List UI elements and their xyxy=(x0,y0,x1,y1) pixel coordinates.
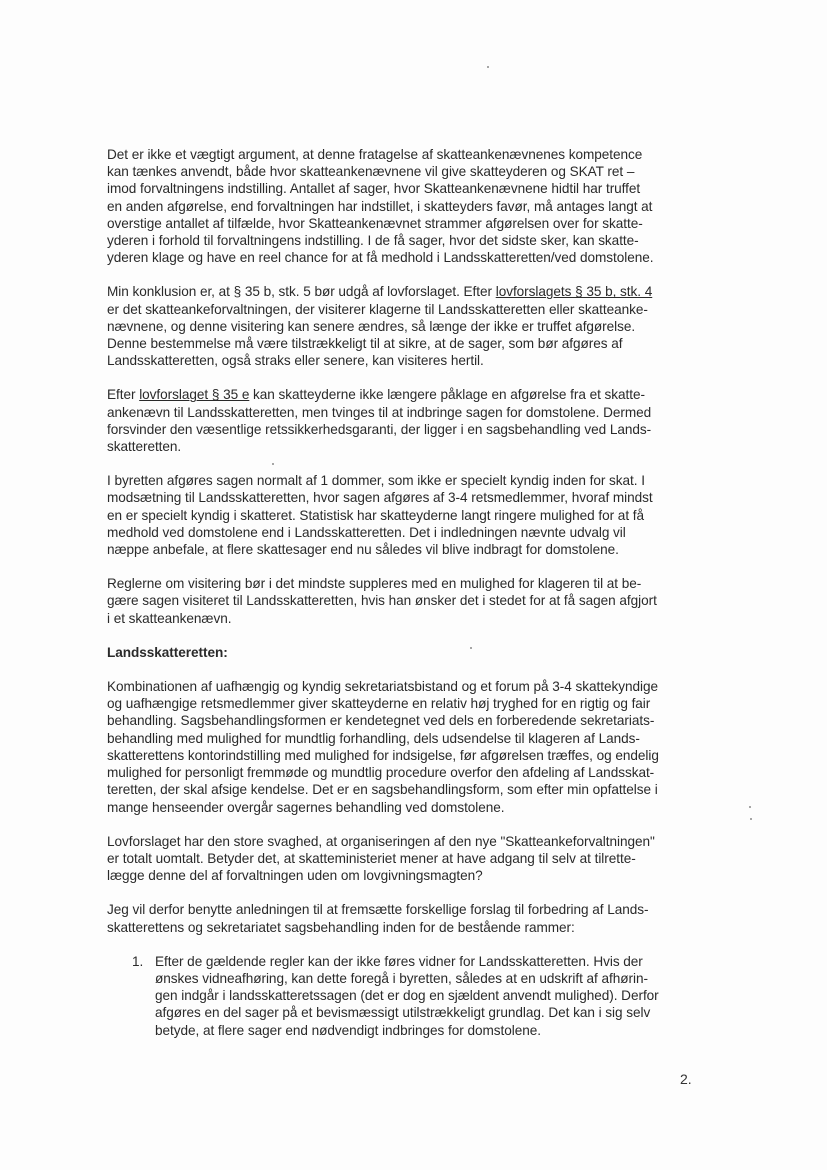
text-line xyxy=(107,386,703,403)
text-segment: kan skatteyderne ikke længere påklage en afgørelse fra et skatte- xyxy=(249,387,645,403)
page-number: 2. xyxy=(680,1071,692,1087)
text-line: nævnene, og denne visitering kan senere ændres, så længe der ikke er truffet afgørelse. xyxy=(107,318,636,334)
text-line: Jeg vil derfor benytte anledningen til at fremsætte forskellige forslag til forbedring af Lands- xyxy=(107,902,649,918)
text-line: afgøres en del sager på et bevismæssigt utilstrækkeligt grundlag. Det kan i sig selv xyxy=(155,1005,651,1021)
paragraph-argument xyxy=(107,146,703,266)
law-reference-link: lovforslagets § 35 b, stk. 4 xyxy=(495,284,653,300)
text-line: ønskes vidneafhøring, kan dette foregå i byretten, således at en udskrift af afhørin- xyxy=(155,970,648,986)
scan-speck xyxy=(749,806,751,808)
paragraph-byretten xyxy=(107,472,703,558)
scan-speck xyxy=(487,66,489,68)
paragraph-forslag xyxy=(107,901,703,935)
text-line: en er specielt kyndig i skatteret. Statistisk har skatteyderne langt ringere mulighed for at få xyxy=(107,507,645,523)
text-line: Landsskatteretten, også straks eller senere, kan visiteres hertil. xyxy=(107,353,484,369)
text-line: forsvinder den væsentlige retssikkerhedsgaranti, der ligger i en sagsbehandling ved Lands- xyxy=(107,421,652,437)
text-line: Det er ikke et vægtigt argument, at denne fratagelse af skatteankenævnenes kompetence xyxy=(107,147,643,162)
text-line: kan tænkes anvendt, både hvor skatteankenævnene vil give skatteyderen og SKAT ret – xyxy=(107,164,635,180)
list-item xyxy=(107,953,703,1039)
text-line: imod forvaltningens indstilling. Antallet af sager, hvor Skatteankenævnene hidtil har truffet xyxy=(107,181,641,197)
scan-speck xyxy=(470,647,472,649)
list-number: 1. xyxy=(132,953,144,969)
text-line: og uafhængige retsmedlemmer giver skatteyderne en relativ høj tryghed for en rigtig og fair xyxy=(107,696,651,712)
law-reference-link: lovforslaget § 35 e xyxy=(139,387,250,403)
paragraph-appeal xyxy=(107,386,703,455)
text-line: lægge denne del af forvaltningen uden om lovgivningsmagten? xyxy=(107,868,483,884)
text-line: gære sagen visiteret til Landsskatteretten, hvis han ønsker det i stedet for at få sagen afgjort xyxy=(107,593,657,609)
scan-speck xyxy=(272,463,274,465)
paragraph-visitering xyxy=(107,575,703,627)
text-line: medhold ved domstolene end i Landsskatteretten. Det i indledningen nævnte udvalg vil xyxy=(107,524,626,540)
text-line: Efter de gældende regler kan der ikke føres vidner for Landsskatteretten. Hvis der xyxy=(155,953,643,969)
text-line: yderen i forhold til forvaltningens indstilling. I de få sager, hvor det sidste sker, kan skatte- xyxy=(107,233,639,249)
paragraph-conclusion xyxy=(107,283,703,369)
text-line: mange henseender overgår sagernes behandling ved domstolene. xyxy=(107,799,505,815)
text-line xyxy=(107,283,703,300)
text-line: Lovforslaget har den store svaghed, at organiseringen af den nye "Skatteankeforvaltningen" xyxy=(107,833,655,849)
section-heading: Landsskatteretten: xyxy=(107,644,228,660)
text-line: mulighed for personligt fremmøde og mundtlig procedure overfor den afdeling af Landsskat- xyxy=(107,765,655,781)
paragraph-kombinationen xyxy=(107,678,703,816)
text-line: næppe anbefale, at flere skattesager end nu således vil blive indbragt for domstolene. xyxy=(107,542,619,558)
text-line: I byretten afgøres sagen normalt af 1 dommer, som ikke er specielt kyndig inden for skat. I xyxy=(107,473,645,489)
text-line: skatterettens og sekretariatet sagsbehandling inden for de bestående rammer: xyxy=(107,919,575,935)
text-line: Reglerne om visitering bør i det mindste suppleres med en mulighed for klageren til at be- xyxy=(107,576,642,592)
text-line: Denne bestemmelse må være tilstrækkeligt til at sikre, at de sager, som bør afgøres af xyxy=(107,336,623,352)
text-line: er det skatteankeforvaltningen, der visiterer klagerne til Landsskatteretten eller skatteanke- xyxy=(107,301,648,317)
paragraph-svaghed xyxy=(107,833,703,885)
text-line: Kombinationen af uafhængig og kyndig sekretariatsbistand og et forum på 3-4 skattekyndige xyxy=(107,679,658,695)
text-line: overstige antallet af tilfælde, hvor Skatteankenævnet strammer afgørelsen over for skatte- xyxy=(107,215,643,231)
document-body xyxy=(107,146,703,1039)
text-line: yderen klage og have en reel chance for at få medhold i Landsskatteretten/ved domstolene. xyxy=(107,250,654,266)
text-line: teretten, der skal afsige kendelse. Det er en sagsbehandlingsform, som efter min opfattelse i xyxy=(107,782,658,798)
text-line: er totalt uomtalt. Betyder det, at skatteministeriet mener at have adgang til selv at tilrette- xyxy=(107,850,636,866)
text-line: behandling med mulighed for mundtlig forhandling, dels udsendelse til klageren af Lands- xyxy=(107,730,640,746)
text-line: modsætning til Landsskatteretten, hvor sagen afgøres af 3-4 retsmedlemmer, hvoraf mindst xyxy=(107,490,653,506)
text-segment: Efter xyxy=(107,387,140,403)
text-line: skatterettens kontorindstilling med mulighed for indsigelse, før afgørelsen træffes, og endelig xyxy=(107,747,659,763)
text-line: gen indgår i landsskatteretssagen (det er dog en sjældent anvendt mulighed). Derfor xyxy=(155,988,659,1004)
text-line: i et skatteankenævn. xyxy=(107,610,232,626)
text-line: skatteretten. xyxy=(107,439,182,455)
text-line: behandling. Sagsbehandlingsformen er kendetegnet ved dels en forberedende sekretariats- xyxy=(107,713,655,729)
text-line: ankenævn til Landsskatteretten, men tvinges til at indbringe sagen for domstolene. Dermed xyxy=(107,404,652,420)
text-segment: Min konklusion er, at § 35 b, stk. 5 bør udgå af lovforslaget. Efter xyxy=(107,284,496,300)
text-line: en anden afgørelse, end forvaltningen har indstillet, i skatteyders favør, må antages langt at xyxy=(107,198,653,214)
text-line: betyde, at flere sager end nødvendigt indbringes for domstolene. xyxy=(155,1022,541,1038)
scan-speck xyxy=(750,818,752,820)
